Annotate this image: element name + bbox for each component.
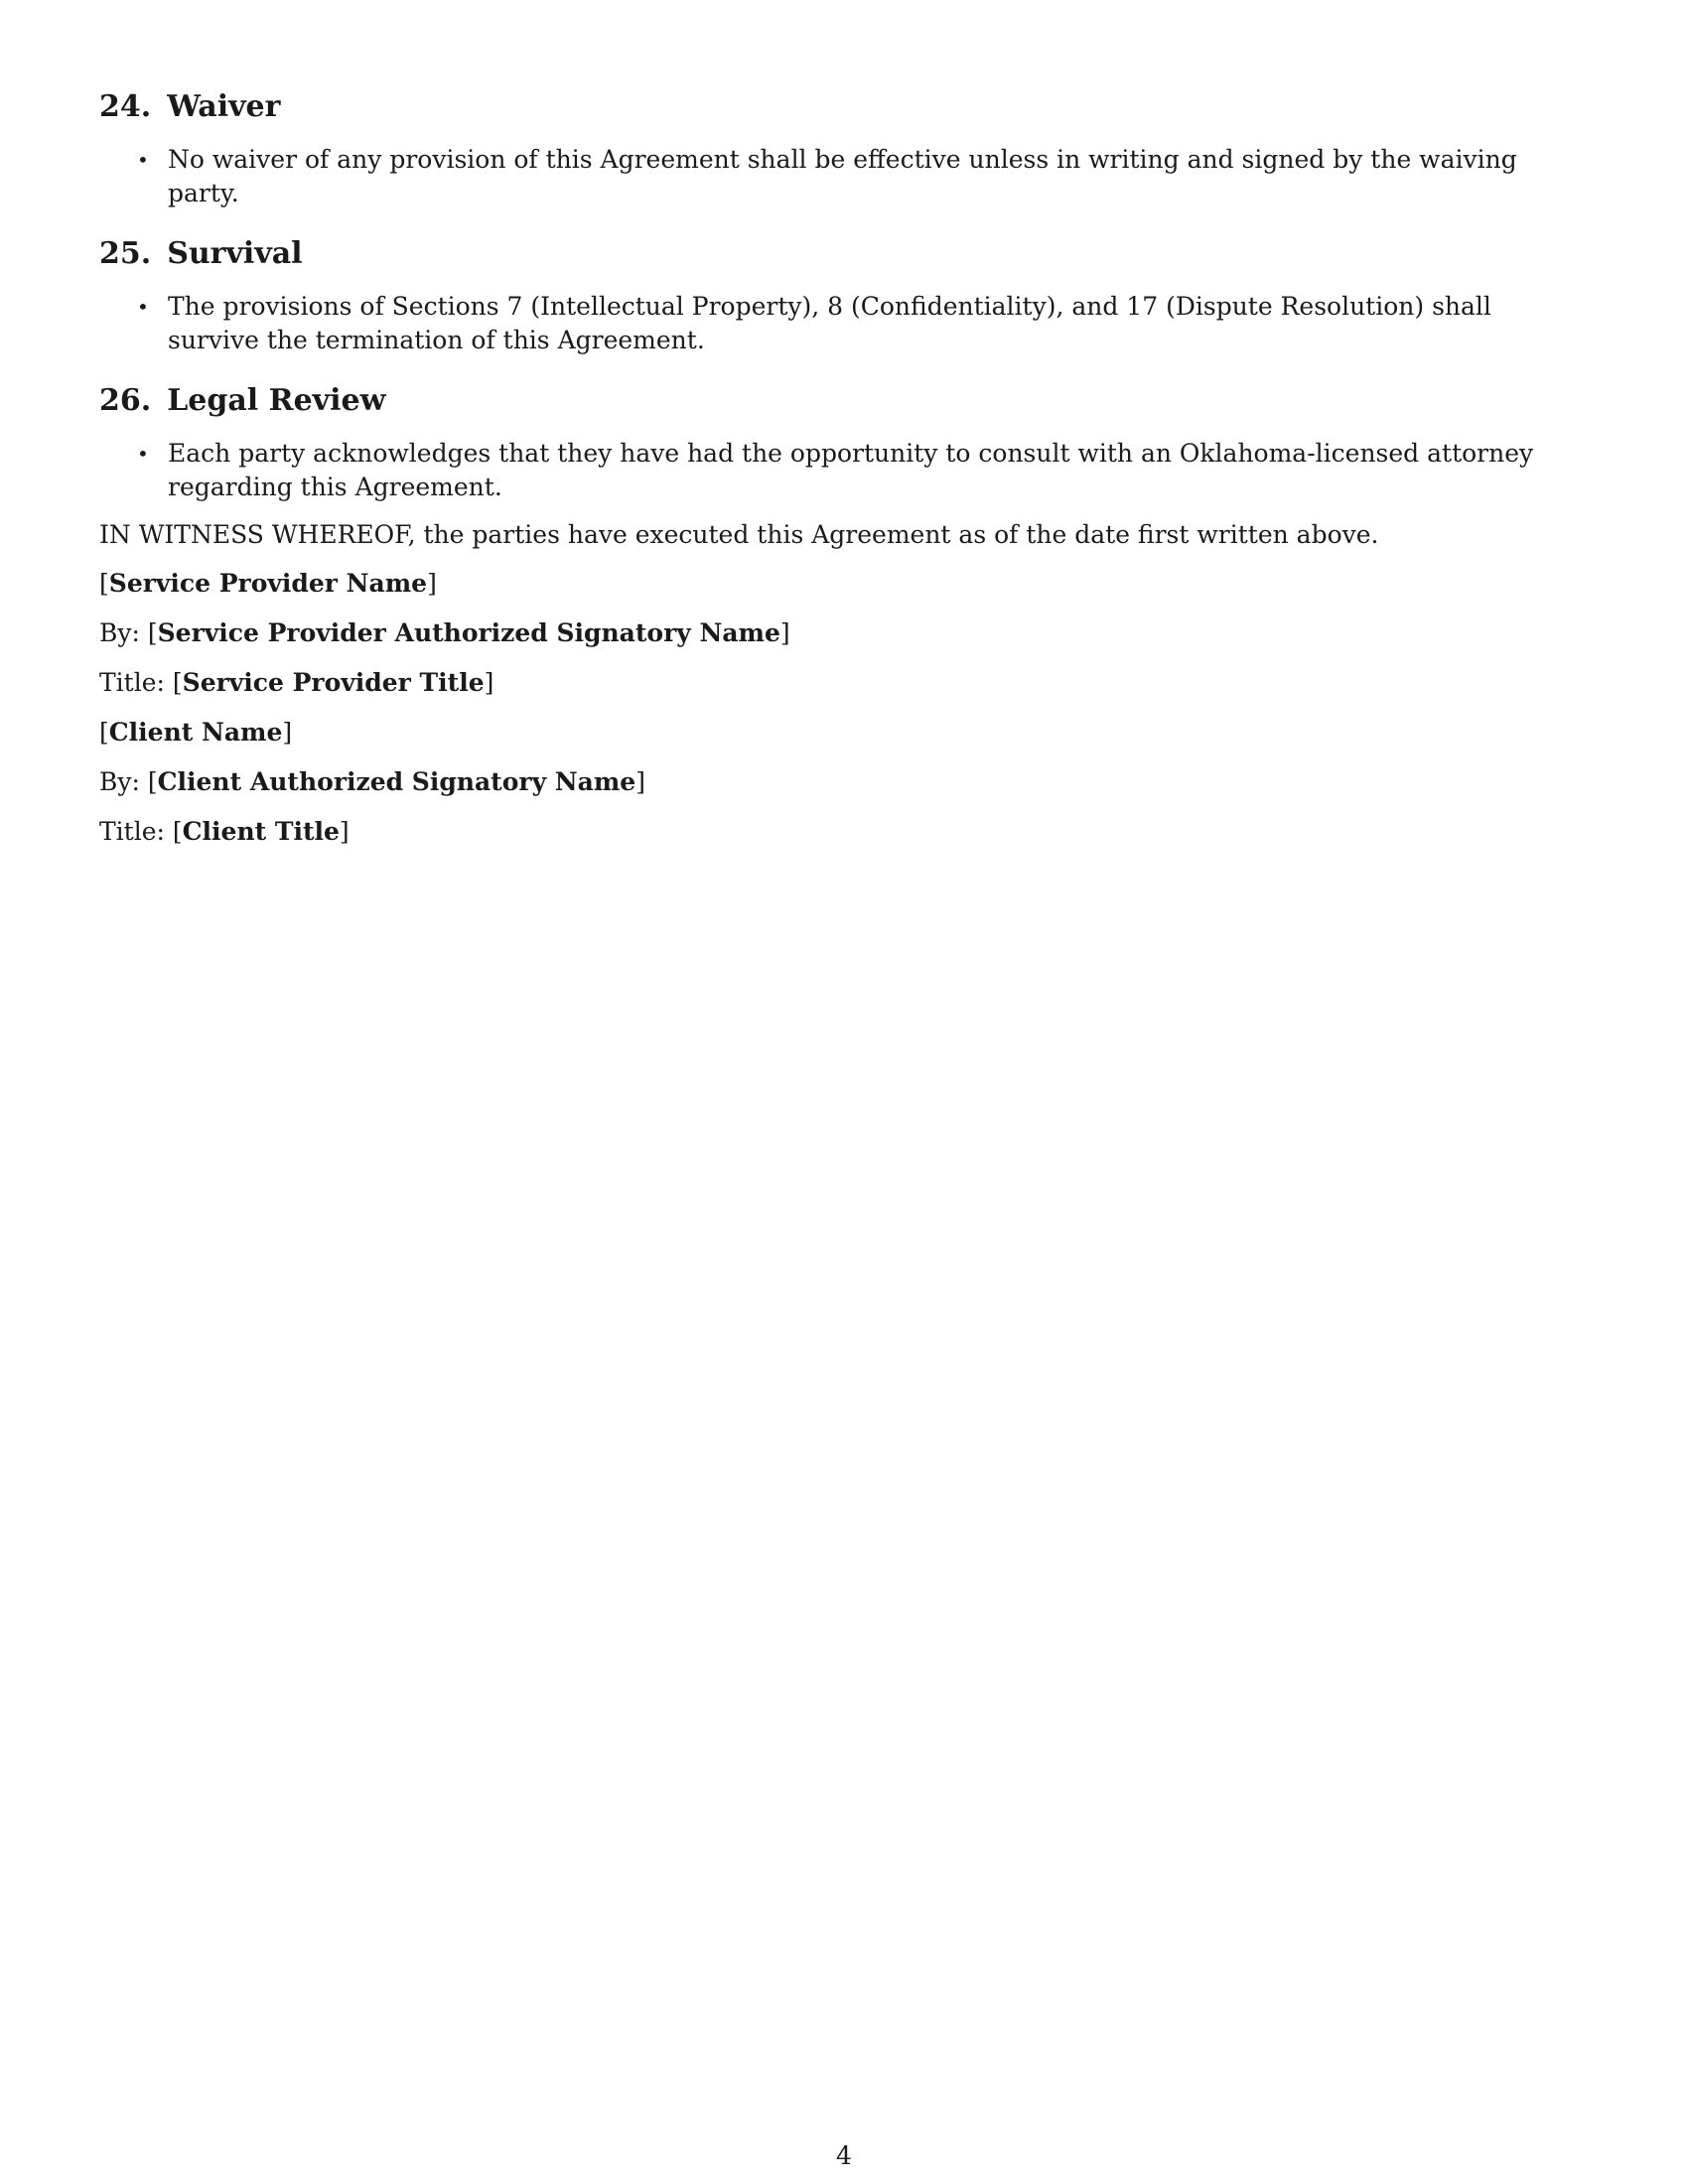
list-item-text: The provisions of Sections 7 (Intellectual Property), 8 (Confidentiality), and 17 (Dispute Resolution) shall survive the termination of this Agreement. [168,292,1491,354]
by-label: By: [99,767,140,796]
bullet-icon: • [137,295,149,319]
client-title-line: Title: [Client Title] [99,817,350,846]
provider-name-line: [Service Provider Name] [99,569,437,598]
section-title: Waiver [167,89,281,124]
provider-signature-block [99,567,1589,700]
list-item-text: No waiver of any provision of this Agreement shall be effective unless in writing and signed by the waiving party. [168,145,1517,207]
section-heading [99,383,1589,419]
list-item [99,290,1589,357]
section-title: Survival [167,236,303,271]
section-number: 24. [99,89,152,124]
section-legal-review [99,383,1589,504]
provider-title: Service Provider Title [182,668,485,697]
document-page [99,89,1589,865]
by-label: By: [99,618,140,647]
section-waiver [99,89,1589,210]
section-survival [99,236,1589,357]
client-title: Client Title [182,817,340,846]
bullet-icon: • [137,148,149,172]
client-by-line: By: [Client Authorized Signatory Name] [99,767,645,796]
client-signature-block [99,716,1589,849]
section-number: 25. [99,236,152,271]
provider-signatory: Service Provider Authorized Signatory Name [157,618,780,647]
witness-statement: IN WITNESS WHEREOF, the parties have executed this Agreement as of the date first written above. [99,520,1379,549]
page-number: 4 [836,2141,852,2170]
section-number: 26. [99,383,152,418]
bullet-icon: • [137,442,149,466]
title-label: Title: [99,668,165,697]
list-item [99,437,1589,504]
client-signatory: Client Authorized Signatory Name [157,767,636,796]
section-heading [99,89,1589,125]
title-label: Title: [99,817,165,846]
provider-title-line: Title: [Service Provider Title] [99,668,494,697]
section-title: Legal Review [167,383,386,418]
client-name-line: [Client Name] [99,718,293,747]
list-item [99,143,1589,210]
section-heading [99,236,1589,272]
list-item-text: Each party acknowledges that they have had the opportunity to consult with an Oklahoma-licensed attorney regarding this Agreement. [168,439,1534,501]
bullet-list [99,290,1589,357]
client-name: Client Name [108,718,283,747]
bullet-list [99,437,1589,504]
provider-name: Service Provider Name [108,569,428,598]
bullet-list [99,143,1589,210]
provider-by-line: By: [Service Provider Authorized Signatory Name] [99,618,790,647]
